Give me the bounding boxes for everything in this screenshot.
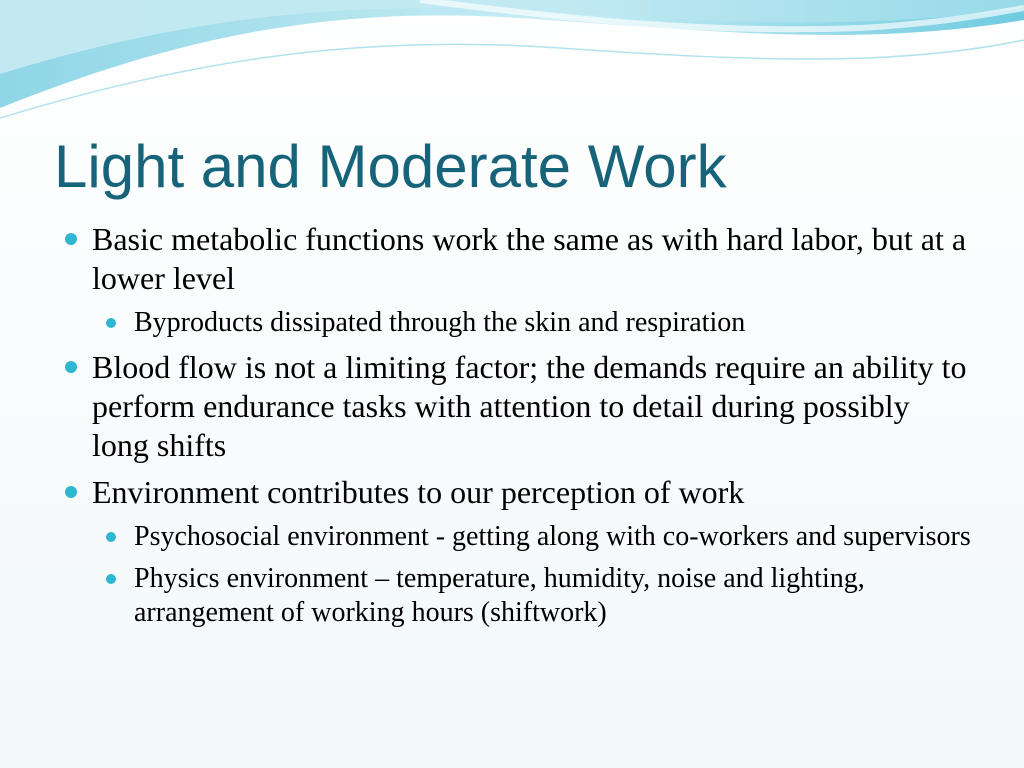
- header-wave-decoration: [0, 0, 1024, 130]
- bullet-item: [62, 348, 972, 465]
- sub-bullet-text: Psychosocial environment - getting along with co-workers and supervisors: [134, 521, 971, 552]
- sub-bullet-text: Byproducts dissipated through the skin and respiration: [134, 307, 746, 338]
- bullet-dot-icon: [106, 318, 116, 328]
- sub-bullet-item: [62, 562, 972, 630]
- sub-bullet-item: [62, 306, 972, 340]
- bullet-dot-icon: [106, 574, 116, 584]
- bullet-item: [62, 473, 972, 512]
- bullet-dot-icon: [65, 233, 77, 245]
- slide-title: Light and Moderate Work: [54, 133, 727, 200]
- sub-bullet-text: Physics environment – temperature, humidity, noise and lighting, arrangement of working hours (shiftwork): [134, 563, 865, 628]
- bullet-dot-icon: [65, 486, 77, 498]
- bullet-list: [62, 220, 972, 638]
- bullet-item: [62, 220, 972, 298]
- bullet-text: Environment contributes to our perception of work: [92, 474, 745, 510]
- bullet-text: Basic metabolic functions work the same as with hard labor, but at a lower level: [92, 221, 967, 296]
- bullet-text: Blood flow is not a limiting factor; the demands require an ability to perform endurance tasks with attention to detail during possibly long shifts: [92, 349, 967, 463]
- sub-bullet-item: [62, 520, 972, 554]
- bullet-dot-icon: [106, 532, 116, 542]
- bullet-dot-icon: [65, 361, 77, 373]
